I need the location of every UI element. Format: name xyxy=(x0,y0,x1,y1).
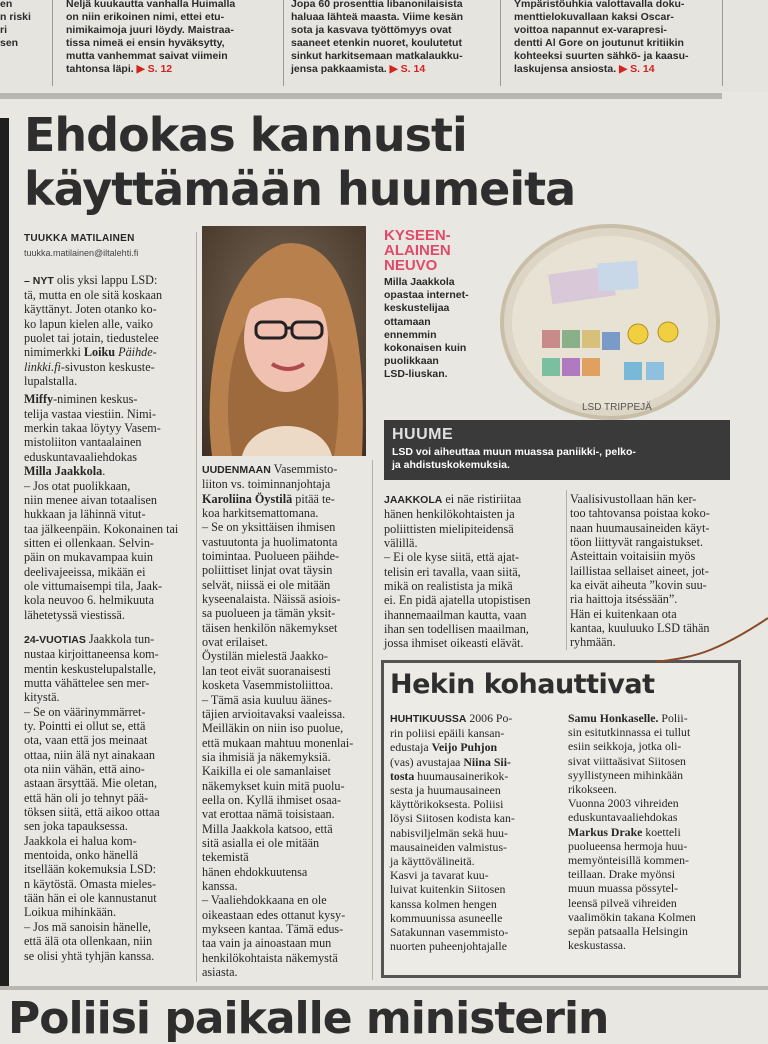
lead-word: HUHTIKUUSSA xyxy=(390,713,467,725)
text-line: 2006 Po- xyxy=(469,711,513,725)
text-line: – Tämä asia kuuluu äänes- xyxy=(202,692,332,707)
text-line: kanssa. xyxy=(202,878,238,893)
text-line: löysi Siitosen kodista kan- xyxy=(390,811,515,826)
sidebar-box xyxy=(381,660,741,978)
teaser-3[interactable] xyxy=(514,0,721,76)
text-line: kitystä. xyxy=(24,690,60,705)
text-line: – Ei ole kyse siitä, että ajat- xyxy=(384,550,520,565)
teaser-line: tahtonsa läpi. xyxy=(66,63,134,75)
text-line: Meilläkin on niin iso puolue, xyxy=(202,721,344,736)
text-line: sia ihmisiä ja näkemyksiä. xyxy=(202,749,331,764)
text-line: ei näe ristiriitaa xyxy=(445,492,522,506)
text-line: koa harkitsemattomana. xyxy=(202,506,319,521)
text-line: huumausainerikok- xyxy=(417,768,509,783)
teaser-line: nimikaimoja juuri löydy. Maistraa- xyxy=(66,24,234,36)
text-line: teillaan. Drake myönsi xyxy=(568,867,676,882)
text-line: välillä. xyxy=(384,536,418,551)
caption-line: Milla Jaakkola xyxy=(384,276,455,288)
text-line: näkemykset kuin mitä puolu- xyxy=(202,778,345,793)
kicker-line: NEUVO xyxy=(384,257,438,274)
teaser-1[interactable] xyxy=(66,0,281,76)
text-line: tä, mutta en ole sitä koskaan xyxy=(24,288,163,303)
text-line: sen joka tapauksessa. xyxy=(24,819,128,834)
text-line: rikokseen. xyxy=(568,782,617,797)
article-column-2 xyxy=(202,462,368,979)
text-line: mentin keskustelupalstalle, xyxy=(24,661,157,676)
text-line: oikeastaan edes ottanut kysy- xyxy=(202,907,346,922)
text-line: puolueensa hermoja huu- xyxy=(568,838,688,853)
teaser-0 xyxy=(0,0,50,50)
caption-kicker xyxy=(384,228,514,273)
text-line: taa vain ja ainoastaan mun xyxy=(202,936,332,951)
portrait-image xyxy=(202,226,366,456)
text-line: ja käyttövälineitä. xyxy=(390,854,475,869)
text-line: liiton vs. toiminnanjohtaja xyxy=(202,477,331,492)
teaser-2[interactable] xyxy=(291,0,499,76)
text-line: ei. En pidä ajatella utopistisen xyxy=(384,593,531,608)
text-line: edustaja xyxy=(390,740,432,755)
text-line: Öystilän mielestä Jaakko- xyxy=(202,649,328,664)
byline-name: TUUKKA MATILAINEN xyxy=(24,233,135,244)
teaser-line: on niin erikoinen nimi, ettei etu- xyxy=(66,11,225,23)
text-line: itsellään kokemuksia LSD: xyxy=(24,862,157,877)
pill-label-text: LSD TRIPPEJÄ xyxy=(582,402,652,413)
portrait-photo xyxy=(202,226,366,456)
text-line: leensä pilveä vihreiden xyxy=(568,895,677,910)
teaser-line: mutta vanhemmat saivat viimein xyxy=(66,50,228,62)
text-line: mikä on realistista ja mikä xyxy=(384,579,513,594)
text-line: olis yksi lappu LSD: xyxy=(56,272,158,287)
text-line: ota, vaan että jos meinaat xyxy=(24,733,148,748)
text-line: Polii- xyxy=(661,711,688,725)
text-line: – Vaaliehdokkaana en ole xyxy=(202,893,327,908)
teaser-line: Neljä kuukautta vanhalla Huimalla xyxy=(66,0,236,10)
text-line: -niminen keskus- xyxy=(53,392,138,407)
teaser-line: sinkut harkitsemaan matkalaukku- xyxy=(291,50,463,62)
next-article-headline: Poliisi paikalle ministerin xyxy=(8,993,609,1044)
text-line: Kaikilla ei ole samanlaiset xyxy=(202,764,331,779)
text-line: ryhmään. xyxy=(570,635,616,650)
italic-site: linkki.fi xyxy=(24,359,61,374)
text-line: toimintaa. Puolueen päihde- xyxy=(202,549,340,564)
kicker-line: ALAINEN xyxy=(384,242,451,259)
text-line: asiasta. xyxy=(202,965,238,980)
text-line: täisen henkilön näkemykset xyxy=(202,620,338,635)
bottom-divider xyxy=(0,986,768,990)
text-line: nustaa kirjoittaneensa kom- xyxy=(24,647,159,662)
huume-info-bar xyxy=(384,420,730,480)
huume-kicker: HUUME xyxy=(392,426,454,443)
text-line: – Se on yksittäisen ihmisen xyxy=(202,520,336,535)
photo-caption xyxy=(384,228,514,382)
text-line: Vaalisivustollaan hän ker- xyxy=(570,492,697,506)
lead-word: 24-VUOTIAS xyxy=(24,633,86,646)
text-line: kola neuvoo 6. helmikuuta xyxy=(24,593,154,608)
teaser-line: kohteeksi suurten sähkö- ja kaasu- xyxy=(514,50,689,62)
teaser-strip xyxy=(0,0,768,92)
text-line: Vasemmisto- xyxy=(273,462,338,476)
kicker-line: KYSEEN- xyxy=(384,227,451,244)
headline-line-1: Ehdokas kannusti xyxy=(24,108,467,162)
text-line: Loikua mihinkään. xyxy=(24,905,117,920)
text-line: ovat erilaiset. xyxy=(202,635,268,650)
sidebar-box-title: Hekin kohauttivat xyxy=(390,669,655,700)
text-line: kyseenalaista. Näissä asiois- xyxy=(202,592,341,607)
caption-line: ennemmin xyxy=(384,328,437,341)
text-line: sepän patsaalla Helsingin xyxy=(568,924,688,939)
text-line: ria haittoja itséssään”. xyxy=(570,592,678,607)
text-line: rin poliisi epäili kansan- xyxy=(390,726,505,741)
text-line: Jaakkola ei halua kom- xyxy=(24,833,137,848)
text-line: ottaa, niin älä nyt ainakaan xyxy=(24,747,155,762)
caption-line: ottamaan xyxy=(384,315,431,328)
teaser-line: laskujensa ansiosta. xyxy=(514,63,617,75)
caption-body xyxy=(384,276,514,382)
text-line: luivat kuitenkin Siitosen xyxy=(390,882,506,897)
text-line: kanssa kolmen hengen xyxy=(390,896,497,911)
teaser-line: haluaa lähteä maasta. Viime kesän xyxy=(291,11,463,23)
text-line: too tahtovansa poistaa koko- xyxy=(570,506,710,521)
headline-line-2: käyttämään huumeita xyxy=(24,162,576,216)
text-line: vat erottaa nämä toisistaan. xyxy=(202,807,335,822)
teaser-line: en xyxy=(0,0,13,10)
teaser-line: sen xyxy=(0,37,19,49)
text-line: niin menee aivan totaalisen xyxy=(24,492,157,507)
text-line: Satakunnan vasemmisto- xyxy=(390,925,509,940)
text-line: mykseen kantaa. Tämä edus- xyxy=(202,922,344,936)
sidebar-col-2 xyxy=(568,711,734,952)
text-line: että mukaan mahtuu monenlai- xyxy=(202,735,354,750)
text-line: Asteittain voitaisiin myös xyxy=(570,549,696,564)
text-line: jossa ihmiset oikeasti elävät. xyxy=(384,636,524,651)
bold-name: tosta xyxy=(390,768,415,783)
text-line: ka eivät aiheuta ”kovin suu- xyxy=(570,578,707,593)
bold-name: Milla Jaakkola xyxy=(24,464,103,479)
text-line: Kasvi ja tavarat kuu- xyxy=(390,868,489,883)
teaser-line: Jopa 60 prosenttia libanonilaisista xyxy=(291,0,463,10)
caption-line: kokonaisen kuin xyxy=(384,342,467,355)
text-line: n käytöstä. Omasta mieles- xyxy=(24,876,156,891)
caption-line: keskustelijaa xyxy=(384,302,450,315)
text-line: ty. Pointti ei ollut se, että xyxy=(24,719,146,733)
page-ref-arrow-icon: ▶ xyxy=(389,63,398,75)
text-line: eella on. Kyllä ihmiset osaa- xyxy=(202,792,342,807)
teaser-line: voittoa napannut ex-varapresi- xyxy=(514,24,667,36)
text-line: selvät, niissä ei ole mitään xyxy=(202,577,331,592)
text-line: vaalimökin takana Kolmen xyxy=(568,909,696,924)
text-line: sivat viittaäsivat Siitosen xyxy=(568,753,686,768)
text-line: lähetetyssä viestissä. xyxy=(24,607,125,622)
text-line: eduskuntavaaliehdokas xyxy=(568,810,678,825)
sidebar-col-1 xyxy=(390,711,562,953)
article-column-3 xyxy=(384,492,562,651)
text-line: mentoida, onko hänellä xyxy=(24,848,139,863)
text-line: merkin takaa löytyy Vasem- xyxy=(24,421,161,436)
text-line: astaan ärsyttää. Mie oletan, xyxy=(24,776,157,791)
lead-word: – NYT xyxy=(24,274,54,287)
text-line: lan teot eivät suoranaisesti xyxy=(202,663,331,678)
text-line: puolet tai jotain, tiedustelee xyxy=(24,331,159,346)
text-line: hänen ehdokkuutensa xyxy=(202,864,308,879)
article-column-1: TUUKKA MATILAINEN tuukka.matilainen@iltalehti.fi – NYT olis yksi lappu LSD: tä, mutta en ole sitä koskaan käyttänyt. Joten otanko ko- ko lapun kielen alle, vaiko puolet tai jotain, tiedustelee nimimerkki Loiku Päihde- linkki.fi-sivuston keskuste- lupalstalla. Miffy-niminen keskus- telija vastaa viestiin. Nimi- merkin takaa löytyy Vasem- mistoliiton vantaalainen eduskuntavaaliehdokas Milla Jaakkola. – Jos otat puolikkaan, niin menee aivan totaalisen hukkaan ja lähinnä vitut- taa jälkeenpäin. Kokonainen tai sitten ei ollenkaan. Selvin- päin on mukavampaa kuin deelivajeeissa, mikään ei ole vittumaisempi tila, Jaak- kola neuvoo 6. helmikuuta lähetetyssä viestissä. 24-VUOTIAS Jaakkola tun- nustaa kirjoittaneensa kom- mentin keskustelupalstalle, mutta vähättelee sen mer- kitystä. – Se on väärinymmärret- ty. Pointti ei ollut se, että ota, vaan että jos meinaat ottaa, niin älä nyt ainakaan ota niin vähän, että aino- astaan ärsyttää. Mie oletan, että hän oli jo tehnyt pää- töksen siitä, että aikoo ottaa sen joka tapauksessa. Jaakkola ei halua kom- mentoida, onko hänellä itsellään kokemuksia LSD: n käytöstä. Omasta mieles- tään hän ei ole kannustanut Loikua mihinkään. – Jos mä sanoisin hänelle, että älä ota ollenkaan, niin se olisi yhtä tyhjän kanssa. xyxy=(24,232,192,963)
teaser-line: ri xyxy=(0,24,8,36)
lead-word: UUDENMAAN xyxy=(202,464,271,476)
text-line: (vas) avustajaa xyxy=(390,754,464,769)
text-line: esiin seikkoja, jotka oli- xyxy=(568,739,682,754)
text-line: nuorten puheenjohtajalle xyxy=(390,939,507,954)
text-line: tään hän ei ole kannustanut xyxy=(24,891,157,906)
text-line: käyttänyt. Joten otanko ko- xyxy=(24,302,157,317)
text-line: nimimerkki xyxy=(24,345,84,360)
text-line: ihan sen todellisen maailman, xyxy=(384,622,529,637)
text-line: poliittiset linjat ovat täysin xyxy=(202,563,333,578)
teaser-line: n riski xyxy=(0,11,31,23)
caption-line: LSD-liuskan. xyxy=(384,368,448,381)
text-line: telisin eri tavalla, vaan siitä, xyxy=(384,564,521,579)
text-line: mistoliiton vantaalainen xyxy=(24,435,142,450)
text-line: ota niin vähän, että aino- xyxy=(24,762,145,777)
text-line: poliittisten mielipiteidensä xyxy=(384,521,514,536)
teaser-line: dentti Al Gore on joutunut kritiikin xyxy=(514,37,684,49)
text-line: mutta vähättelee sen mer- xyxy=(24,675,150,690)
text-line: ole vittumaisempi tila, Jaak- xyxy=(24,578,163,593)
text-line: – Jos otat puolikkaan, xyxy=(24,478,131,493)
bold-name: Loiku xyxy=(83,345,116,360)
teaser-line: saaneet etenkin nuoret, koulutetut xyxy=(291,37,462,49)
text-line: muun muassa pössytel- xyxy=(568,881,679,896)
bold-name: Markus Drake xyxy=(568,824,643,839)
bold-name: Samu Honkaselle. xyxy=(568,711,659,725)
page-ref[interactable]: S. 12 xyxy=(147,63,173,75)
teaser-line: jensa pakkaamista. xyxy=(291,63,387,75)
text-line: taa jälkeenpäin. Kokonainen tai xyxy=(24,521,179,536)
text-line: että hän oli jo tehnyt pää- xyxy=(24,790,149,805)
text-line: että älä ota ollenkaan, niin xyxy=(24,934,153,949)
text-line: hukkaan ja lähinnä vitut- xyxy=(24,507,146,522)
text-line: nabisviljelmän sekä huu- xyxy=(390,825,508,840)
text-line: henkilökohtaista näkemystä xyxy=(202,950,338,965)
text-line: koetteli xyxy=(645,824,681,839)
page-ref[interactable]: S. 14 xyxy=(630,63,655,75)
byline-email[interactable]: tuukka.matilainen@iltalehti.fi xyxy=(24,248,139,259)
text-line: käyttörikoksesta. Poliisi xyxy=(390,797,504,812)
text-line: täjien arvioitavaksi vaaleissa. xyxy=(202,706,346,721)
petri-dish-graphic xyxy=(498,222,722,422)
page-ref-arrow-icon: ▶ xyxy=(136,63,145,75)
text-line: pitää te- xyxy=(295,491,335,506)
wire-decoration xyxy=(650,600,768,670)
left-edge-bar xyxy=(0,118,9,988)
text-line: töksen siitä, että aikoo ottaa xyxy=(24,805,160,820)
text-line: mausaineiden valmistus- xyxy=(390,839,507,854)
text-line: Jaakkola tun- xyxy=(88,631,155,646)
bold-name: Veijo Puhjon xyxy=(431,740,498,755)
teaser-line: Ympäristöuhkia valottavalla doku- xyxy=(514,0,685,10)
italic-site: Päihde- xyxy=(118,345,157,360)
text-line: laillistaa sellaiset aineet, jot- xyxy=(570,563,709,578)
text-line: sitä asialla ei ole mitään tekemistä xyxy=(202,835,320,865)
text-line: eduskuntavaaliehdokas xyxy=(24,449,138,464)
text-line: ko lapun kielen alle, vaiko xyxy=(24,316,153,331)
text-line: kantaa, kuuluuko LSD tähän xyxy=(570,621,710,636)
caption-line: opastaa internet- xyxy=(384,289,469,302)
text-line: -sivuston keskuste- xyxy=(60,359,155,374)
text-line: töon liittyvät rangaistukset. xyxy=(570,535,704,550)
bold-name: Miffy xyxy=(24,392,54,407)
text-line: sa puolueen ja tämän yksit- xyxy=(202,606,336,621)
text-line: Vuonna 2003 vihreiden xyxy=(568,796,679,811)
lsd-dish-image xyxy=(498,222,722,422)
text-line: lupalstalla. xyxy=(24,374,78,389)
teaser-line: tissa nimeä ei ensin hyväksytty, xyxy=(66,37,225,49)
text-line: sitten ei ollenkaan. Selvin- xyxy=(24,535,154,550)
text-line: kosketa Vasemmistoliittoa. xyxy=(202,678,334,693)
text-line: keskustassa. xyxy=(568,938,626,953)
huume-line: ja ahdistuskokemuksia. xyxy=(392,459,510,471)
text-line: naan huumausaineiden käyt- xyxy=(570,520,710,535)
lead-word: JAAKKOLA xyxy=(384,494,443,506)
text-line: Milla Jaakkola katsoo, että xyxy=(202,821,333,836)
text-line: hänen henkilökohtaisten ja xyxy=(384,507,515,522)
text-line: memyönteisillä kommen- xyxy=(568,853,689,868)
text-line: sesta ja huumausaineen xyxy=(390,783,501,798)
text-line: päin on mukavampaa kuin xyxy=(24,550,153,565)
bold-name: Karoliina Öystilä xyxy=(202,491,293,506)
section-divider xyxy=(0,93,722,99)
text-line: deelivajeeissa, mikään ei xyxy=(24,564,146,579)
text-line: kommuunissa asuneelle xyxy=(390,910,503,925)
text-line: se olisi yhtä tyhjän kanssa. xyxy=(24,948,155,963)
page-ref[interactable]: S. 14 xyxy=(400,63,426,75)
page-ref-arrow-icon: ▶ xyxy=(619,63,628,75)
text-line: Hän ei kuitenkaan ota xyxy=(570,606,677,621)
text-line: vastuutonta ja huolimatonta xyxy=(202,534,338,549)
bold-name: Niina Sii- xyxy=(463,754,511,769)
teaser-line: sota ja kasvava työttömyys ovat xyxy=(291,24,452,36)
text-line: – Jos mä sanoisin hänelle, xyxy=(24,919,151,934)
caption-line: puolikkaan xyxy=(384,355,439,368)
text-line: sin esitutkinnassa ei tullut xyxy=(568,725,691,740)
text-line: telija vastaa viestiin. Nimi- xyxy=(24,406,156,421)
text-line: – Se on väärinymmärret- xyxy=(24,704,146,719)
text-line: syyllistyneen mihinkään xyxy=(568,767,684,782)
text-line: ihannemaailman kautta, vaan xyxy=(384,607,527,622)
huume-line: LSD voi aiheuttaa muun muassa paniikki-, pelko- xyxy=(392,446,636,458)
teaser-line: menttielokuvallaan kaksi Oscar- xyxy=(514,11,674,23)
